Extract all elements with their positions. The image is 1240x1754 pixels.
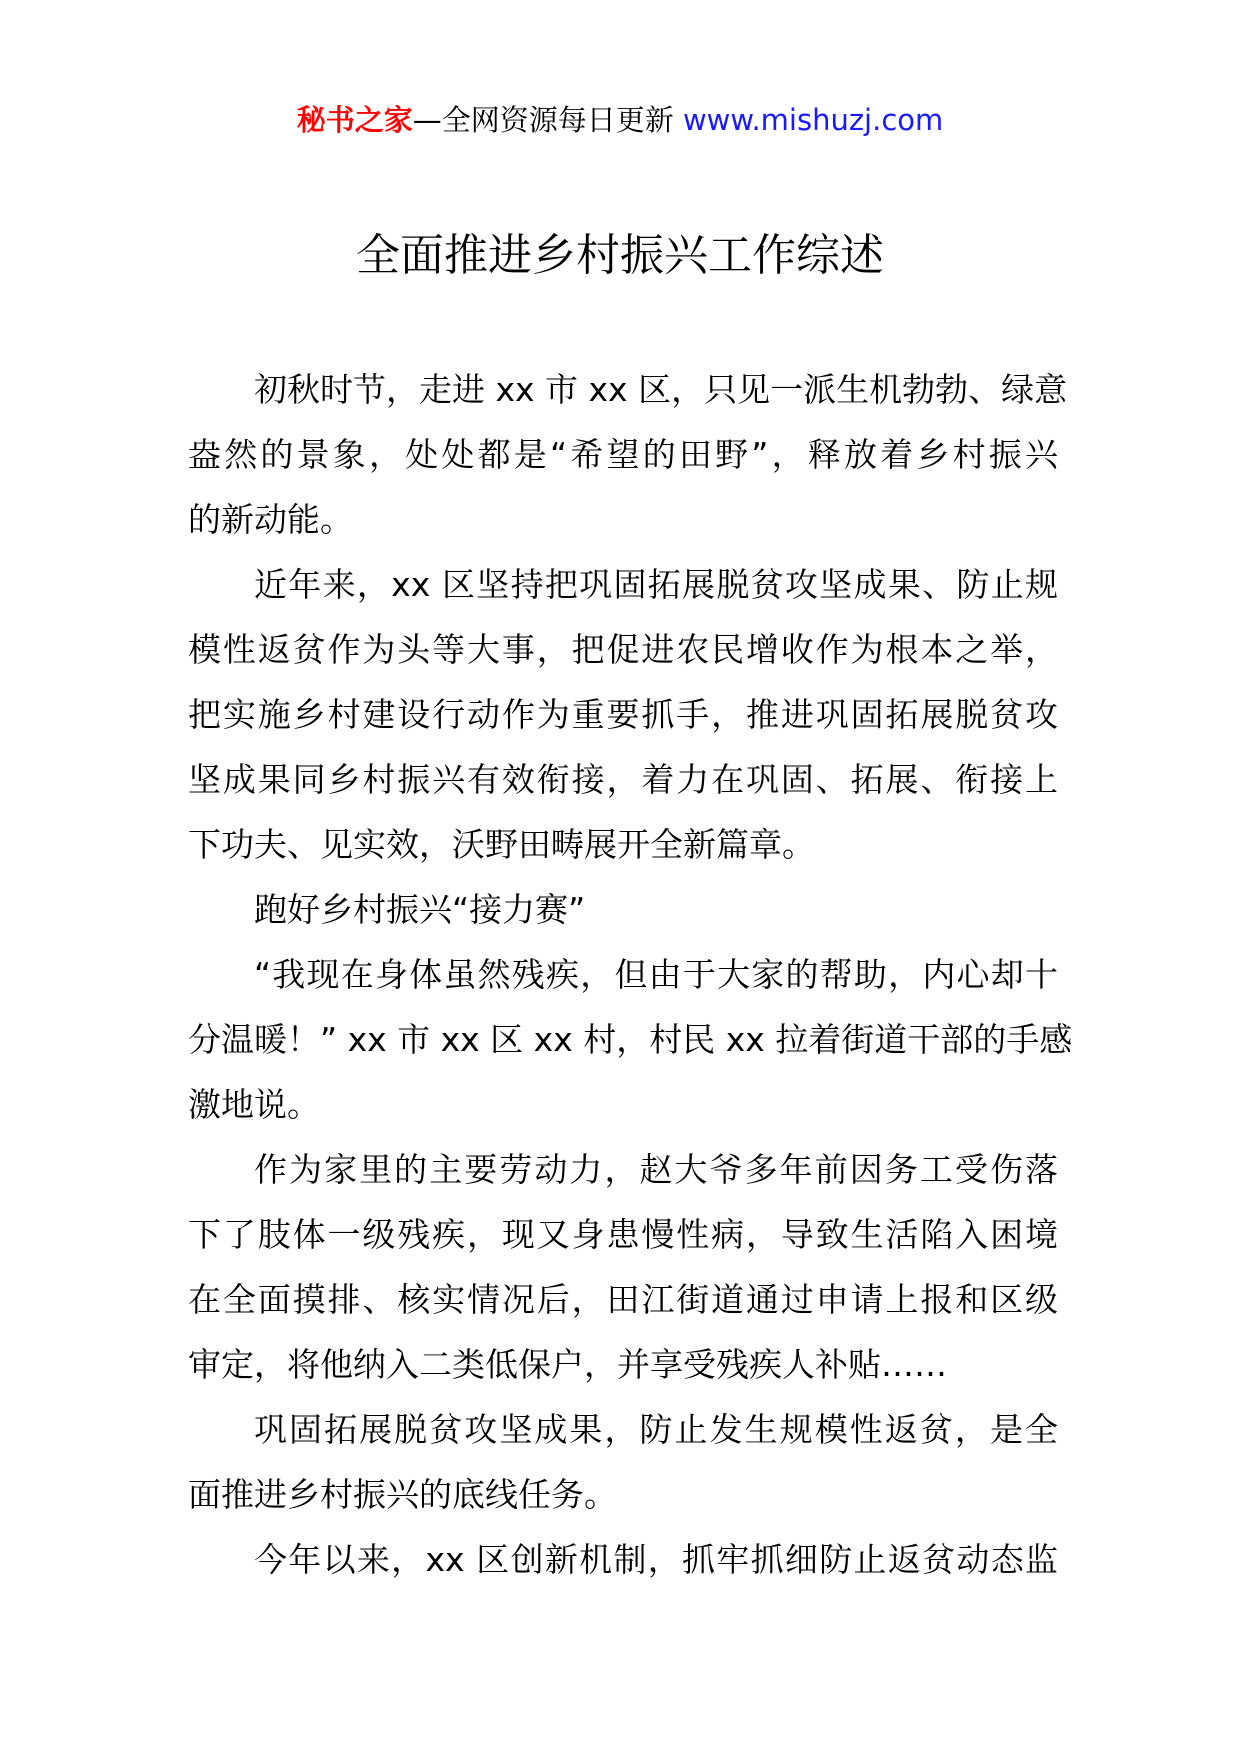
document-body: [188, 357, 1073, 1592]
body-line: 今年以来，xx 区创新机制，抓牢抓细防止返贫动态监: [254, 1540, 1058, 1579]
site-header: [0, 100, 1240, 140]
body-line: 巩固拓展脱贫攻坚成果，防止发生规模性返贫，是全: [254, 1410, 1058, 1449]
body-line: 下了肢体一级残疾，现又身患慢性病，导致生活陷入困境: [188, 1215, 1058, 1254]
body-line: “我现在身体虽然残疾，但由于大家的帮助，内心却十: [254, 955, 1058, 994]
site-url-link[interactable]: www.mishuzj.com: [682, 103, 944, 137]
body-line: 下功夫、见实效，沃野田畴展开全新篇章。: [188, 825, 815, 864]
body-line: 在全面摸排、核实情况后，田江街道通过申请上报和区级: [188, 1280, 1058, 1319]
body-line: 的新动能。: [188, 500, 353, 539]
body-line: 激地说。: [188, 1085, 320, 1124]
body-line: 坚成果同乡村振兴有效衔接，着力在巩固、拓展、衔接上: [188, 760, 1058, 799]
document-title: 全面推进乡村振兴工作综述: [356, 230, 884, 281]
body-line: 审定，将他纳入二类低保户，并享受残疾人补贴……: [188, 1345, 947, 1384]
header-tagline: —全网资源每日更新: [412, 103, 674, 137]
body-line: 作为家里的主要劳动力，赵大爷多年前因务工受伤落: [254, 1150, 1058, 1189]
body-line: 面推进乡村振兴的底线任务。: [188, 1475, 617, 1514]
section-subheading: 跑好乡村振兴“接力赛”: [254, 890, 586, 929]
body-line: 近年来，xx 区坚持把巩固拓展脱贫攻坚成果、防止规: [254, 565, 1058, 604]
body-line: 模性返贫作为头等大事，把促进农民增收作为根本之举，: [188, 630, 1058, 669]
body-line: 盎然的景象，处处都是“希望的田野”，释放着乡村振兴: [188, 435, 1058, 474]
body-line: 初秋时节，走进 xx 市 xx 区，只见一派生机勃勃、绿意: [254, 370, 1068, 409]
body-line: 把实施乡村建设行动作为重要抓手，推进巩固拓展脱贫攻: [188, 695, 1058, 734]
body-line: 分温暖！” xx 市 xx 区 xx 村，村民 xx 拉着街道干部的手感: [188, 1020, 1073, 1059]
brand-name: 秘书之家: [296, 103, 413, 137]
